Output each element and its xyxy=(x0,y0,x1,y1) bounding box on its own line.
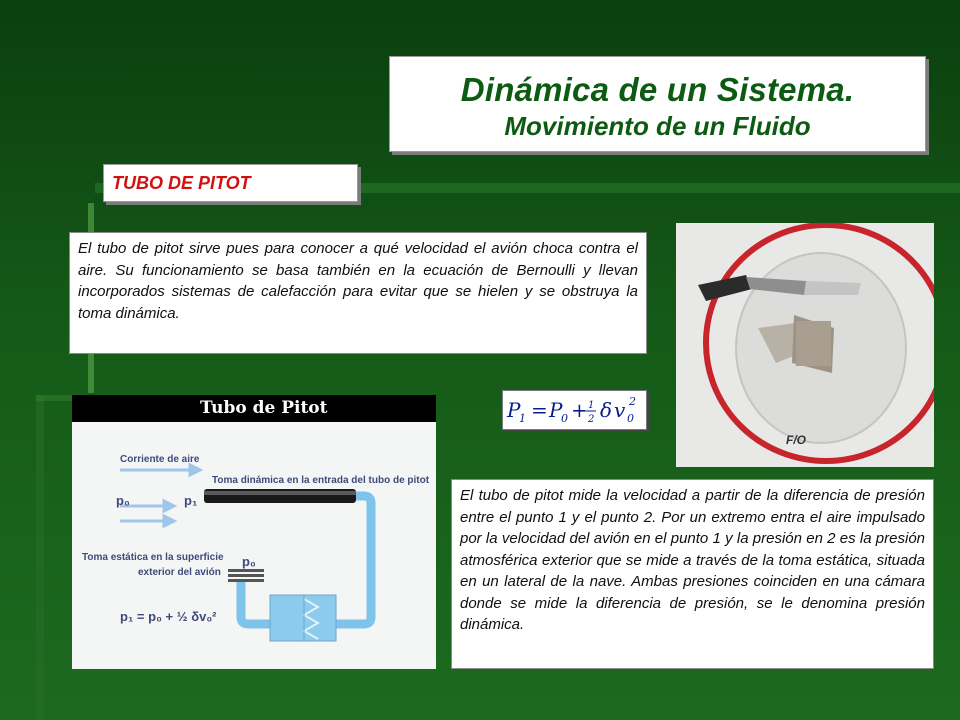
title-box xyxy=(389,56,926,152)
section-header xyxy=(103,164,358,202)
section-label: TUBO DE PITOT xyxy=(112,173,251,193)
pitot-photo-graphic xyxy=(676,223,934,467)
formula-p1: P xyxy=(507,398,521,422)
static-port-label: Toma estática en la superficie xyxy=(82,552,224,563)
formula-sub0: 0 xyxy=(561,412,568,425)
explanation-paragraph: El tubo de pitot mide la velocidad a partir de la diferencia de presión entre el punto 1 y el punto 2. Por un extremo entra el aire impulsado por la velocidad del avión en el punto 1 y la presión en 2 es la presión atmosférica exterior que se mide a través de la toma estática, situada en un lateral de la nave. Ambas presiones coinciden en una cámara donde se mide la diferencia de presión, se le denomina presión dinámica. xyxy=(451,479,934,669)
pitot-photo xyxy=(676,223,934,467)
formula-p0: P xyxy=(549,398,563,422)
diagram-title: Tubo de Pitot xyxy=(200,398,328,418)
svg-text:=: = xyxy=(531,398,548,422)
photo-caption: F/O xyxy=(786,433,806,447)
formula-v: v xyxy=(614,398,626,422)
dynamic-intake-label: Toma dinámica en la entrada del tubo de pitot xyxy=(212,475,430,486)
formula-vsup: 2 xyxy=(629,395,636,408)
slide-subtitle: Movimiento de un Fluido xyxy=(504,111,811,141)
p1-label: p₁ xyxy=(184,493,198,508)
formula-sub1: 1 xyxy=(519,412,526,425)
static-port-label-2: exterior del avión xyxy=(138,567,221,578)
decorative-bar xyxy=(36,395,76,401)
decorative-bar xyxy=(36,395,44,720)
pitot-diagram-graphic xyxy=(72,395,436,669)
svg-text:+: + xyxy=(571,398,588,422)
p0-static-label: p₀ xyxy=(242,554,256,569)
p0-label: p₀ xyxy=(116,493,130,508)
formula-half-num: 1 xyxy=(588,400,595,411)
bernoulli-formula xyxy=(502,390,647,430)
formula-vsub: 0 xyxy=(627,412,634,425)
pitot-diagram xyxy=(72,395,436,669)
formula-graphic xyxy=(503,391,646,429)
formula-delta: δ xyxy=(600,398,613,422)
airflow-label: Corriente de aire xyxy=(120,454,200,465)
intro-paragraph: El tubo de pitot sirve pues para conocer a qué velocidad el avión choca contra el aire. Su funcionamiento se basa también en la ecuación de Bernoulli y llevan incorporados sistemas de calefacción para evitar que se hielen y se obstruya la toma dinámica. xyxy=(69,232,647,354)
formula-half-den: 2 xyxy=(588,414,595,425)
slide-title: Dinámica de un Sistema. xyxy=(460,71,855,108)
diagram-header xyxy=(72,395,436,422)
pitot-equation: p₁ = p₀ + ½ δv₀² xyxy=(120,609,217,624)
